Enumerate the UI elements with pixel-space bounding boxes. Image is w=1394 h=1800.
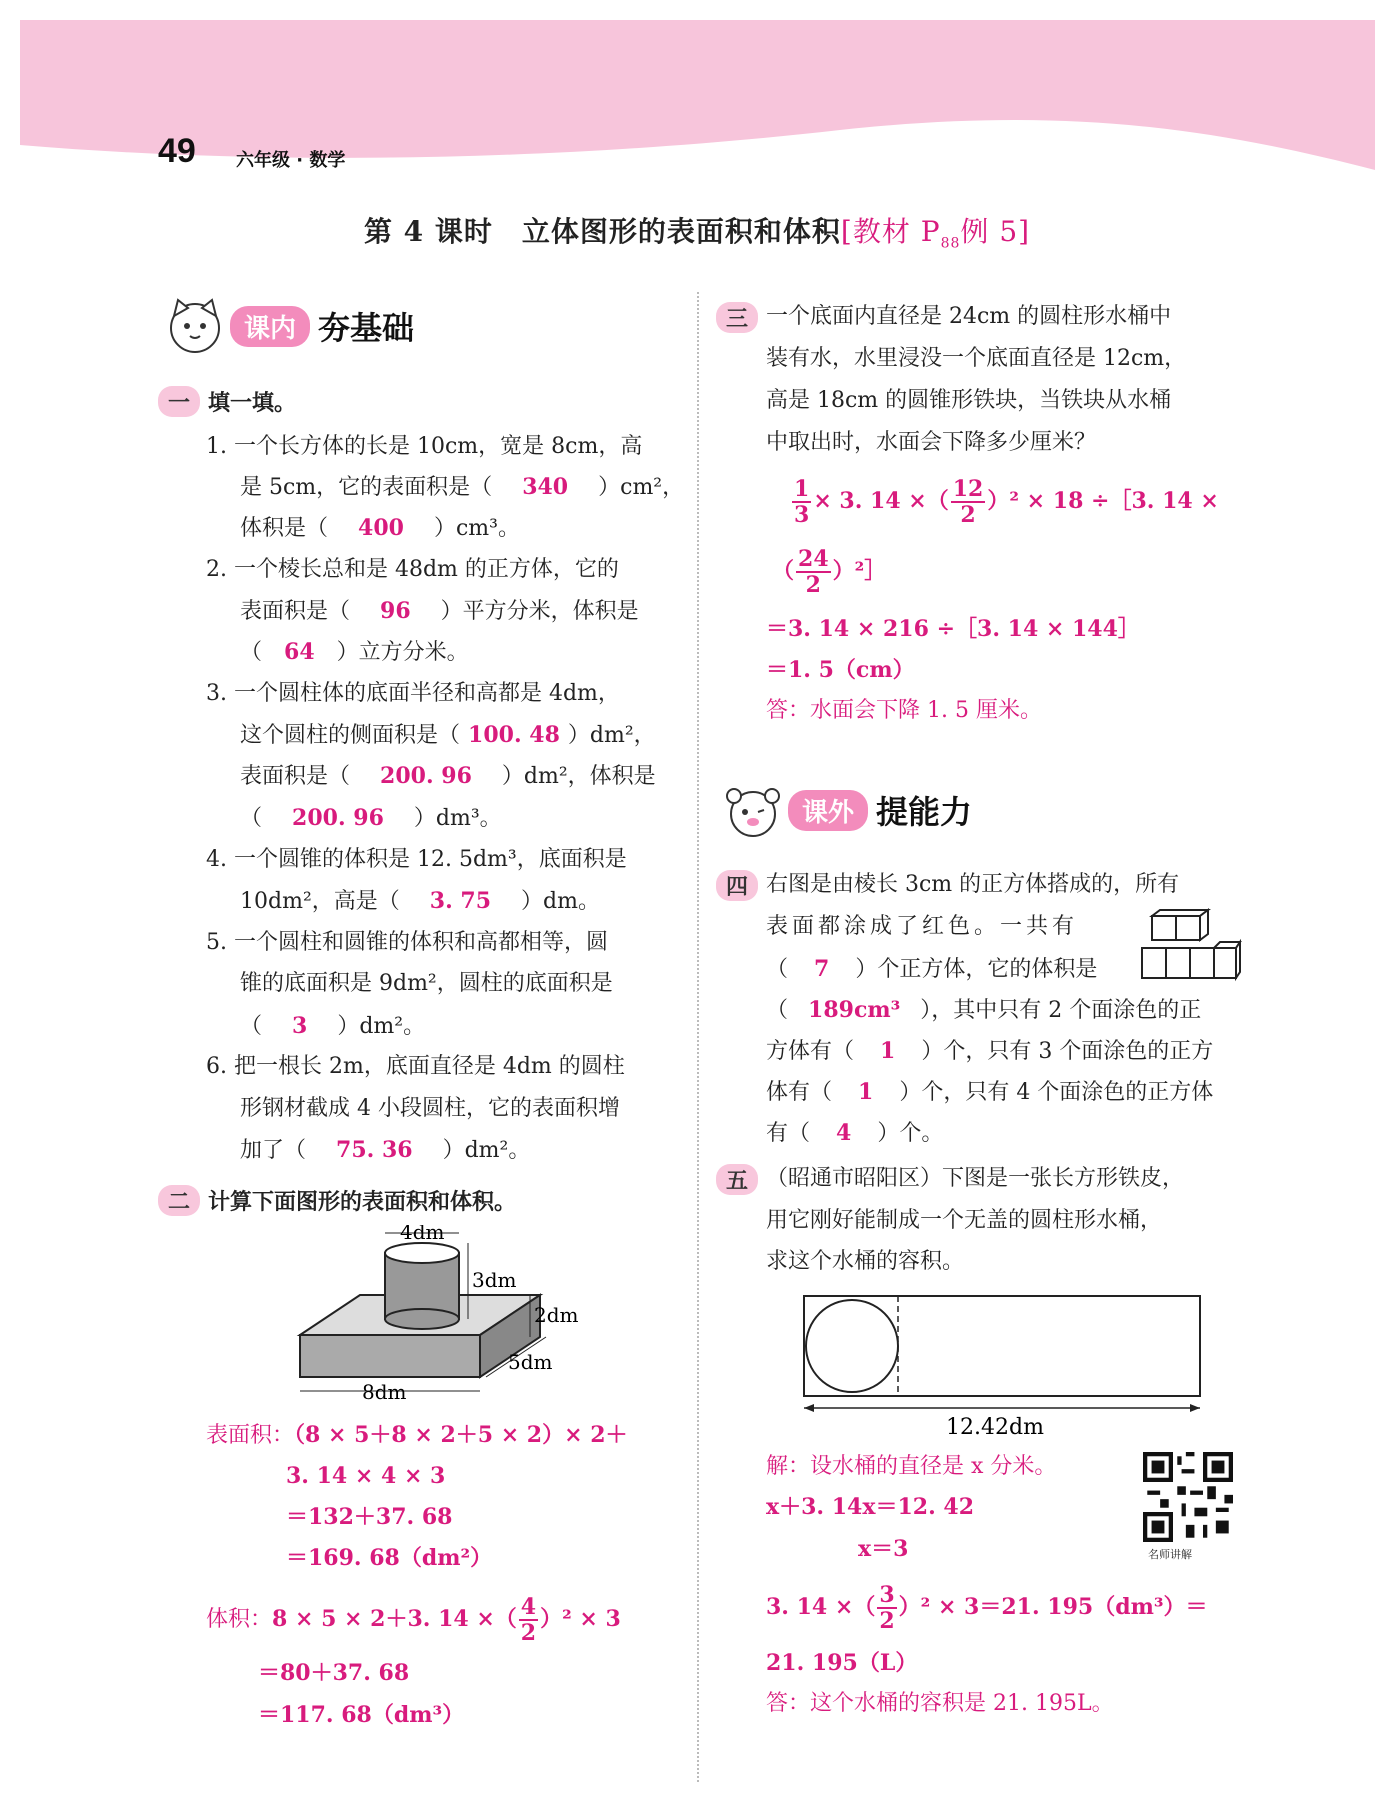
q1-line: 2. 一个棱长总和是 48dm 的正方体，它的 (206, 557, 619, 582)
q1-line: （ 3 ）dm²。 (240, 1013, 426, 1039)
q2-number: 二 (158, 1185, 200, 1216)
section-out-tag: 课外 (788, 790, 868, 831)
q3-line: 装有水，水里浸没一个底面直径是 12cm， (766, 346, 1187, 371)
q5-solution-line: 3. 14 ×（ $\frac{3}{2}$ ）² × 3＝21. 195（dm³）＝ (766, 1582, 1208, 1634)
q1-line: 表面积是（ 200. 96 ）dm²，体积是 (240, 763, 656, 789)
q3-number: 三 (716, 302, 758, 333)
q5-solution-line: 解：设水桶的直径是 x 分米。 (766, 1454, 1057, 1479)
q2-title: 计算下面图形的表面积和体积。 (208, 1190, 517, 1215)
label-base-width: 8dm (362, 1380, 407, 1400)
q5-solution-line: x＋3. 14x＝12. 42 (766, 1494, 975, 1520)
q1-line: 4. 一个圆锥的体积是 12. 5dm³，底面积是 (206, 847, 627, 872)
q3-answer: 答：水面会下降 1. 5 厘米。 (766, 698, 1042, 723)
q4-line: （ 189cm³ ），其中只有 2 个面涂色的正 (766, 997, 1202, 1023)
volume-label: 体积： (206, 1607, 273, 1632)
section-out-title: 提能力 (876, 793, 973, 831)
grade-subject: 六年级 · 数学 (236, 150, 346, 171)
q5-answer: 答：这个水桶的容积是 21. 195L。 (766, 1691, 1114, 1716)
q1-line: 10dm²，高是（ 3. 75 ）dm。 (240, 888, 600, 914)
answer: 64 (284, 639, 315, 665)
q5-solution-line: 21. 195（L） (766, 1650, 918, 1676)
textbook-ref: [教材 $P_{88}$例 5] (840, 215, 1031, 252)
answer: 3 (292, 1013, 308, 1039)
sheet-diagram (796, 1292, 1206, 1442)
page-number: 49 (158, 132, 196, 170)
section-in-header (160, 296, 414, 356)
q5-solution-line: x＝3 (858, 1536, 909, 1562)
q1-line: 形钢材截成 4 小段圆柱，它的表面积增 (240, 1096, 620, 1121)
volume-line: ＝80＋37. 68 (258, 1660, 410, 1686)
label-base-height: 2dm (534, 1303, 579, 1327)
q1-line: 5. 一个圆柱和圆锥的体积和高都相等，圆 (206, 930, 608, 955)
q1-line: （ 200. 96 ）dm³。 (240, 805, 502, 831)
q5-line: 用它刚好能制成一个无盖的圆柱形水桶， (766, 1208, 1163, 1233)
q3-solution-line: $\frac{1}{3}$ × 3. 14 ×（ $\frac{12}{2}$ ）² × 18 ÷［3. 14 × (794, 476, 1219, 528)
sa-label: 表面积： (206, 1423, 295, 1448)
q4-line: 有（ 4 ）个。 (766, 1120, 944, 1146)
q1-line: 加了（ 75. 36 ）dm²。 (240, 1137, 531, 1163)
q5-line: （昭通市昭阳区）下图是一张长方形铁皮， (766, 1166, 1185, 1191)
answer: 7 (814, 956, 830, 982)
answer: 4 (836, 1120, 852, 1146)
q3-line: 高是 18cm 的圆锥形铁块，当铁块从水桶 (766, 388, 1172, 413)
label-top-height: 3dm (472, 1268, 517, 1292)
q3-solution-line: ＝3. 14 × 216 ÷［3. 14 × 144］ (766, 616, 1140, 642)
answer: 75. 36 (336, 1137, 413, 1163)
q3-header (716, 302, 766, 333)
q2-header (158, 1185, 516, 1216)
header-banner (20, 20, 1375, 170)
answer: 96 (380, 598, 411, 624)
q4-number: 四 (716, 870, 758, 901)
q4-line: 方体有（ 1 ）个，只有 3 个面涂色的正方 (766, 1038, 1214, 1064)
section-in-title: 夯基础 (318, 309, 415, 347)
lesson-title-main: 第 4 课时 立体图形的表面积和体积 (363, 215, 841, 248)
q3-solution-line: ＝1. 5（cm） (766, 657, 915, 683)
q1-line: 表面积是（ 96 ）平方分米，体积是 (240, 598, 639, 624)
q1-line: 6. 把一根长 2m，底面直径是 4dm 的圆柱 (206, 1054, 625, 1079)
q1-line: 体积是（ 400 ）cm³。 (240, 515, 520, 541)
solid-figure-diagram (290, 1225, 580, 1400)
cube-stack-diagram (1140, 908, 1242, 984)
q1-title: 填一填。 (208, 391, 297, 416)
sa-line: ＝169. 68（dm²） (286, 1545, 493, 1571)
q1-line: 是 5cm，它的表面积是（ 340 ）cm²， (240, 474, 685, 500)
label-base-depth: 5dm (508, 1350, 553, 1374)
sa-line: 3. 14 × 4 × 3 (286, 1463, 446, 1489)
answer: 200. 96 (292, 805, 384, 831)
q1-number: 一 (158, 386, 200, 417)
answer: 3. 75 (429, 888, 492, 914)
column-divider (697, 292, 699, 1782)
answer: 1 (858, 1079, 874, 1105)
volume-line: 体积：8 × 5 × 2＋3. 14 ×（ $\frac{4}{2}$ ）² × 3 (206, 1594, 621, 1646)
q3-line: 一个底面内直径是 24cm 的圆柱形水桶中 (766, 304, 1172, 329)
q1-line: （ 64 ）立方分米。 (240, 639, 469, 665)
q4-line: （ 7 ）个正方体，它的体积是 (766, 956, 1098, 982)
q4-header (716, 870, 766, 901)
sa-line: ＝132＋37. 68 (286, 1504, 453, 1530)
sa-line: 表面积：（8 × 5＋8 × 2＋5 × 2）× 2＋ (206, 1422, 628, 1448)
q4-line: 表面都涂成了红色。一共有 (766, 914, 1079, 939)
q5-header (716, 1164, 766, 1195)
volume-line: ＝117. 68（dm³） (258, 1702, 465, 1728)
lesson-title (0, 210, 1394, 252)
qr-code-icon[interactable] (1142, 1452, 1234, 1542)
q5-line: 求这个水桶的容积。 (766, 1249, 965, 1274)
q4-line: 体有（ 1 ）个，只有 4 个面涂色的正方体 (766, 1079, 1214, 1105)
answer: 1 (880, 1038, 896, 1064)
q1-line: 锥的底面积是 9dm²，圆柱的底面积是 (240, 971, 613, 996)
q3-solution-line: （ $\frac{24}{2}$ ）²］ (772, 546, 887, 598)
q4-line: 右图是由棱长 3cm 的正方体搭成的，所有 (766, 872, 1180, 897)
answer: 340 (522, 474, 569, 500)
section-in-tag: 课内 (230, 306, 310, 347)
answer: 200. 96 (380, 763, 472, 789)
q3-line: 中取出时，水面会下降多少厘米？ (766, 430, 1097, 455)
section-out-header (718, 780, 972, 840)
sheet-length-label: 12.42dm (946, 1415, 1044, 1440)
q1-header (158, 386, 296, 417)
q1-line: 1. 一个长方体的长是 10cm，宽是 8cm，高 (206, 434, 643, 459)
qr-label: 名师讲解 (1148, 1548, 1192, 1561)
q1-line: 3. 一个圆柱体的底面半径和高都是 4dm， (206, 681, 620, 706)
q5-number: 五 (716, 1164, 758, 1195)
answer: 189cm³ (808, 997, 901, 1023)
answer: 100. 48 (468, 722, 560, 748)
bear-mascot-icon (718, 780, 788, 840)
label-top-width: 4dm (400, 1225, 445, 1244)
answer: 400 (358, 515, 404, 541)
cat-mascot-icon (160, 296, 230, 356)
q1-line: 这个圆柱的侧面积是（ 100. 48 ）dm²， (240, 722, 656, 748)
